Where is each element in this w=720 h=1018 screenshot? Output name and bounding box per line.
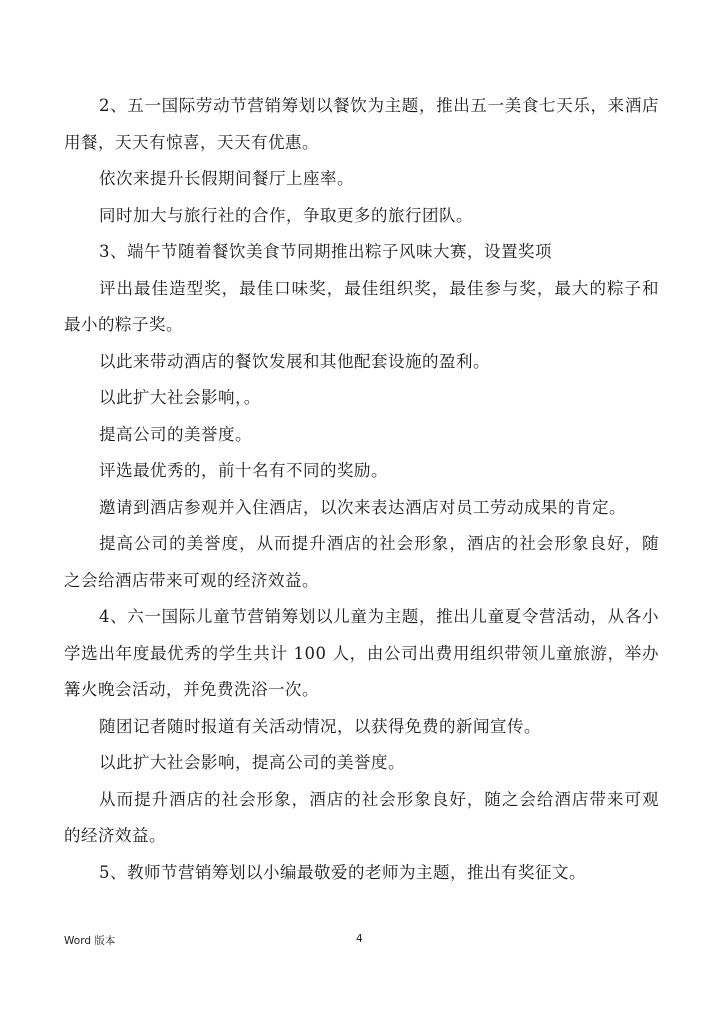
paragraph: 以此扩大社会影响，。 (99, 388, 261, 407)
paragraph: 评选最优秀的，前十名有不同的奖励。 (99, 461, 388, 480)
paragraph: 提高公司的美誉度。 (99, 424, 252, 444)
paragraph: 以此扩大社会影响，提高公司的美誉度。 (99, 753, 405, 772)
paragraph: 从而提升酒店的社会形象，酒店的社会形象良好，随之会给酒店带来可观的经济效益。 (64, 789, 659, 845)
paragraph: 3、端午节随着餐饮美食节同期推出粽子风味大赛，设置奖项 (99, 242, 552, 261)
footer-version-label: Word 版本 (64, 935, 116, 947)
paragraph: 5、教师节营销筹划以小编最敬爱的老师为主题，推出有奖征文。 (99, 862, 586, 882)
page-number: 4 (356, 933, 363, 945)
paragraph: 依次来提升长假期间餐厅上座率。 (99, 169, 354, 188)
paragraph: 评出最佳造型奖，最佳口味奖，最佳组织奖，最佳参与奖，最大的粽子和最小的粽子奖。 (64, 278, 659, 334)
paragraph: 随团记者随时报道有关活动情况，以获得免费的新闻宣传。 (99, 716, 541, 736)
paragraph: 2、五一国际劳动节营销筹划以餐饮为主题，推出五一美食七天乐，来酒店用餐，天天有惊喜，天天有优惠。 (64, 96, 659, 152)
paragraph: 提高公司的美誉度，从而提升酒店的社会形象，酒店的社会形象良好，随之会给酒店带来可观的经济效益。 (64, 534, 659, 590)
paragraph: 4、六一国际儿童节营销筹划以儿童为主题，推出儿童夏令营活动，从各小学选出年度最优秀的学生共计 100 人，由公司出费用组织带领儿童旅游，举办篝火晚会活动，并免费洗浴一次。 (64, 607, 659, 699)
paragraph: 以此来带动酒店的餐饮发展和其他配套设施的盈利。 (99, 351, 490, 371)
paragraph: 邀请到酒店参观并入住酒店，以次来表达酒店对员工劳动成果的肯定。 (99, 497, 626, 517)
document-body (64, 88, 659, 891)
paragraph: 同时加大与旅行社的合作，争取更多的旅行团队。 (99, 205, 473, 225)
